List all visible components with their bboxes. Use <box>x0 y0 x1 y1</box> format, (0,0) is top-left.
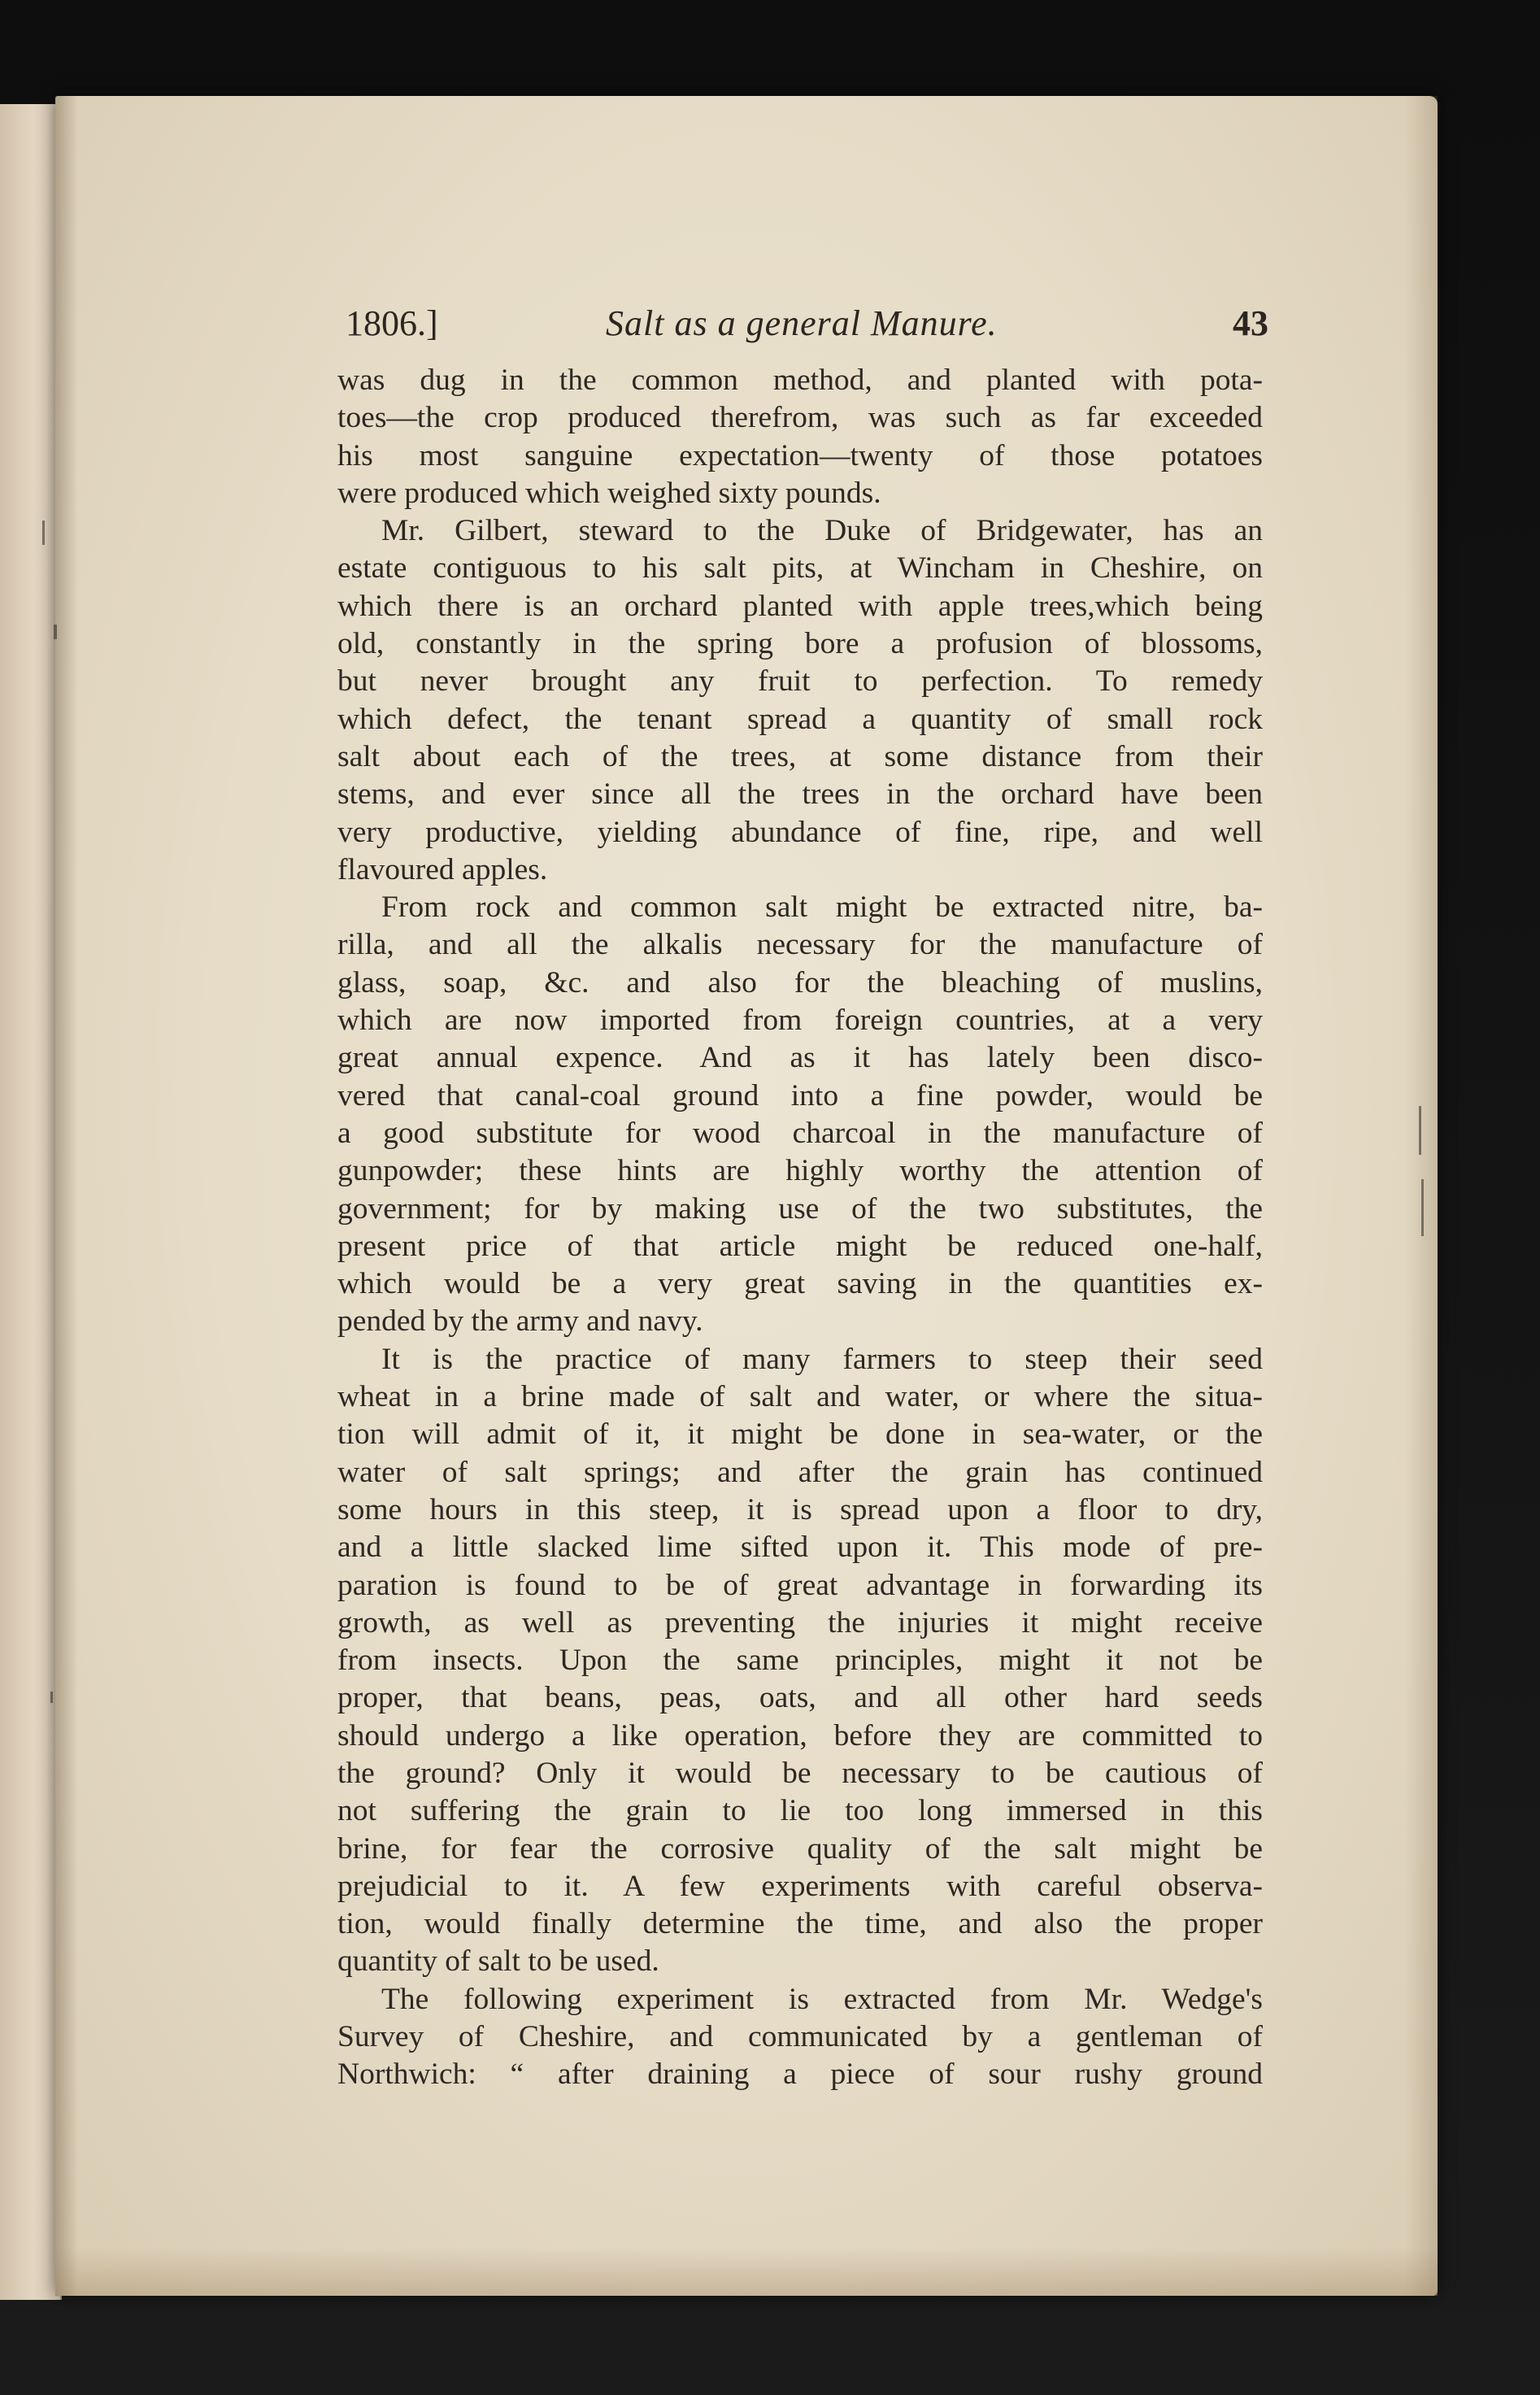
text-line: his most sanguine expectation—twenty of those potatoes <box>337 438 1263 472</box>
page-gutter-shadow <box>55 96 78 2296</box>
text-line: which defect, the tenant spread a quantity of small rock <box>337 702 1263 736</box>
text-line: gunpowder; these hints are highly worthy the attention of <box>337 1154 1263 1188</box>
text-line: some hours in this steep, it is spread upon a floor to dry, <box>337 1492 1263 1526</box>
text-line: great annual expence. And as it has lately been disco- <box>337 1041 1263 1075</box>
text-line: quantity of salt to be used. <box>337 1944 659 1979</box>
text-line: were produced which weighed sixty pounds. <box>337 476 881 510</box>
page-number: 43 <box>1233 303 1268 343</box>
text-line: a good substitute for wood charcoal in the manufacture of <box>337 1116 1263 1150</box>
text-line: and a little slacked lime sifted upon it. This mode of pre- <box>337 1531 1263 1565</box>
text-line: but never brought any fruit to perfection. To remedy <box>337 664 1263 699</box>
text-line: water of salt springs; and after the grain has continued <box>337 1455 1263 1489</box>
text-line: vered that canal-coal ground into a fine powder, would be <box>337 1078 1263 1113</box>
text-line: pended by the army and navy. <box>337 1304 703 1339</box>
margin-mark <box>1419 1106 1421 1155</box>
text-line: which there is an orchard planted with apple trees,which being <box>337 589 1263 623</box>
text-line: toes—the crop produced therefrom, was such as far exceeded <box>337 401 1263 435</box>
text-line: estate contiguous to his salt pits, at Wincham in Cheshire, on <box>337 551 1263 586</box>
text-line: wheat in a brine made of salt and water, or where the situa- <box>337 1380 1263 1414</box>
header-title: Salt as a general Manure. <box>606 303 998 343</box>
text-line: Survey of Cheshire, and communicated by a gentleman of <box>337 2020 1263 2054</box>
margin-mark <box>1421 1179 1424 1236</box>
text-line: It is the practice of many farmers to steep their seed <box>381 1342 1263 1376</box>
text-line: old, constantly in the spring bore a profusion of blossoms, <box>337 627 1263 661</box>
margin-mark <box>54 625 57 639</box>
text-line: paration is found to be of great advantage in forwarding its <box>337 1568 1263 1602</box>
text-line: government; for by making use of the two substitutes, the <box>337 1191 1263 1226</box>
text-line: flavoured apples. <box>337 852 548 886</box>
running-header <box>346 303 1268 359</box>
text-line: prejudicial to it. A few experiments with careful observa- <box>337 1869 1263 1903</box>
text-line: which would be a very great saving in the quantities ex- <box>337 1267 1263 1301</box>
text-line: which are now imported from foreign countries, at a very <box>337 1004 1263 1038</box>
text-line: Northwich: “ after draining a piece of sour rushy ground <box>337 2058 1263 2092</box>
text-line: proper, that beans, peas, oats, and all other hard seeds <box>337 1681 1263 1715</box>
page-bottom-shadow <box>55 2247 1438 2296</box>
margin-mark <box>50 1692 53 1703</box>
text-line: the ground? Only it would be necessary to be cautious of <box>337 1756 1263 1790</box>
text-line: very productive, yielding abundance of fine, ripe, and well <box>337 815 1263 849</box>
text-line: from insects. Upon the same principles, might it not be <box>337 1644 1263 1678</box>
text-line: tion will admit of it, it might be done in sea-water, or the <box>337 1417 1263 1452</box>
text-line: From rock and common salt might be extracted nitre, ba- <box>381 891 1263 925</box>
text-line: brine, for fear the corrosive quality of the salt might be <box>337 1831 1263 1866</box>
text-line: salt about each of the trees, at some distance from their <box>337 739 1263 773</box>
margin-mark <box>42 520 45 545</box>
text-line: glass, soap, &c. and also for the bleaching of muslins, <box>337 965 1263 999</box>
text-line: growth, as well as preventing the injuries it might receive <box>337 1605 1263 1639</box>
text-line: rilla, and all the alkalis necessary for the manufacture of <box>337 928 1263 962</box>
text-line: The following experiment is extracted from Mr. Wedge's <box>381 1982 1263 2016</box>
text-line: present price of that article might be reduced one-half, <box>337 1229 1263 1263</box>
facing-page-edge <box>0 104 62 2300</box>
text-line: Mr. Gilbert, steward to the Duke of Bridgewater, has an <box>381 514 1263 548</box>
body-text <box>337 362 1263 2094</box>
header-year: 1806.] <box>346 303 438 343</box>
text-line: was dug in the common method, and planted with pota- <box>337 364 1263 397</box>
text-line: stems, and ever since all the trees in the orchard have been <box>337 777 1263 812</box>
text-line: should undergo a like operation, before they are committed to <box>337 1718 1263 1753</box>
text-line: not suffering the grain to lie too long immersed in this <box>337 1794 1263 1828</box>
text-line: tion, would finally determine the time, and also the proper <box>337 1907 1263 1941</box>
